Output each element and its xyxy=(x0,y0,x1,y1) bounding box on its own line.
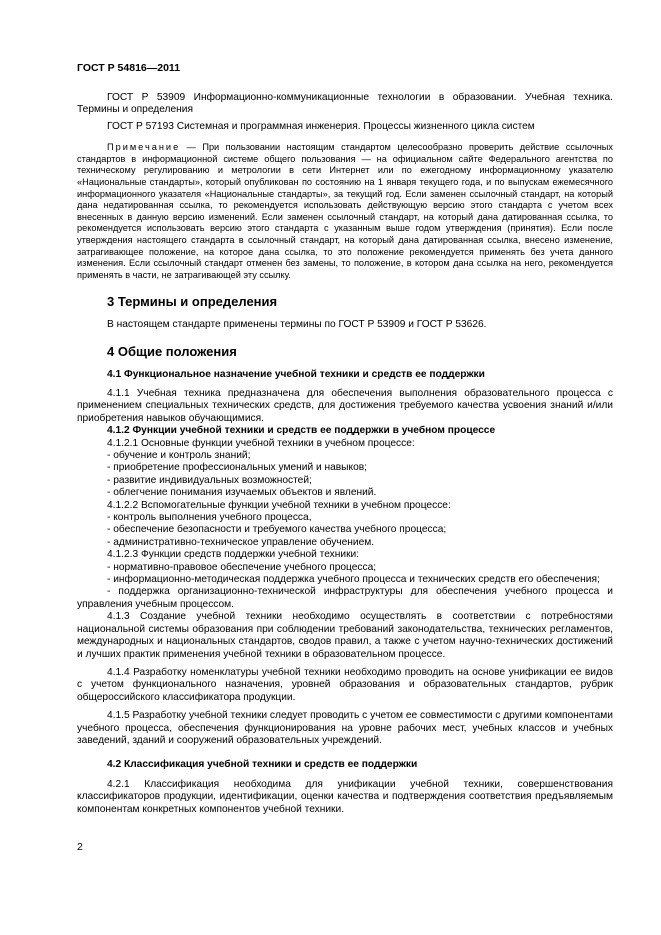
note xyxy=(77,142,613,281)
list-item: - приобретение профессиональных умений и навыков; xyxy=(107,462,367,474)
list-item: - обеспечение безопасности и требуемого качества учебного процесса; xyxy=(107,524,447,536)
paragraph: 4.1.4 Разработку номенклатуры учебной техники необходимо проводить на основе унификации ее видов с учетом функционального назначения, уровней образования и образовательных стандартов, рубрик общероссийского классификатора продукции. xyxy=(77,666,613,703)
note-text: — При пользовании настоящим стандартом целесообразно проверить действие ссылочных стандартов в информационной системе общего пользования — на официальном сайте Федерального агентства по техническому регулированию и метрологии в сети Интернет или по ежегодному информационному указателю «Национальные стандарты», который опубликован по состоянию на 1 января текущего года, и по выпускам ежемесячного информационного указателя «Национальные стандарты», за текущий год. Если заменен ссылочный стандарт, на который дана недатированная ссылка, то рекомендуется использовать действующую версию этого стандарта с учетом всех внесенных в данную версию изменений. Если заменен ссылочный стандарт, на который дана датированная ссылка, то рекомендуется использовать версию этого стандарта с указанным выше годом утверждения (принятия). Если после утверждения настоящего стандарта в ссылочный стандарт, на который дана датированная ссылка, внесено изменение, затрагивающее положение, на которое дана ссылка, то это положение рекомендуется применять без учета данного изменения. Если ссылочный стандарт отменен без замены, то положение, в котором дана ссылка на него, рекомендуется применять в части, не затрагивающей эту ссылку. xyxy=(77,142,613,280)
ref-item: ГОСТ Р 57193 Системная и программная инженерия. Процессы жизненного цикла систем xyxy=(107,120,535,132)
ref-item: ГОСТ Р 53909 Информационно-коммуникационные технологии в образовании. Учебная техника. Термины и определения xyxy=(77,92,613,116)
list-item: - нормативно-правовое обеспечение учебного процесса; xyxy=(107,561,377,573)
paragraph: 4.1.5 Разработку учебной техники следует проводить с учетом ее совместимости с другими компонентами учебного процесса, обеспечения функционирования на уровне рабочих мест, учебных классов и учебных заведений, зданий и сооружений образовательных учреждений. xyxy=(77,710,613,746)
list-item: - контроль выполнения учебного процесса, xyxy=(107,512,312,524)
list-item: - обучение и контроль знаний; xyxy=(107,450,251,461)
subsection-title: 4.1 Функциональное назначение учебной техники и средств ее поддержки xyxy=(107,368,485,380)
paragraph: 4.1.3 Создание учебной техники необходимо осуществлять в соответствии с потребностями национальной системы образования при соблюдении требований законодательства, технических регламентов, международных и национальных стандартов, сводов правил, а также с учетом научно-технических достижений и лучших практик применения учебной техники в образовательном процессе. xyxy=(77,611,613,660)
paragraph: 4.1.2.2 Вспомогательные функции учебной техники в учебном процессе: xyxy=(107,499,451,511)
paragraph: В настоящем стандарте применены термины по ГОСТ Р 53909 и ГОСТ Р 53626. xyxy=(107,318,487,330)
paragraph: 4.1.2.3 Функции средств поддержки учебной техники: xyxy=(107,549,360,561)
paragraph: 4.1.2.1 Основные функции учебной техники в учебном процессе: xyxy=(107,437,415,449)
subsection-title: 4.2 Классификация учебной техники и средств ее поддержки xyxy=(107,759,418,771)
list-item: - поддержка организационно-технической инфраструктуры для обеспечения учебного процесса и управления учебным процессом. xyxy=(77,586,613,610)
page-number: 2 xyxy=(77,841,83,853)
list-item: - административно-техническое управление обучением. xyxy=(107,536,375,548)
section-title: 4 Общие положения xyxy=(107,344,237,360)
section-title: 3 Термины и определения xyxy=(107,294,278,310)
list-item: - развитие индивидуальных возможностей; xyxy=(107,474,312,486)
page-content xyxy=(77,92,613,816)
note-label: Примечание xyxy=(107,142,181,153)
subsection-heading: 4.1.2 Функции учебной техники и средств ее поддержки в учебном процессе xyxy=(107,425,496,437)
paragraph: 4.2.1 Классификация необходима для унификации учебной техники, совершенствования классификаторов продукции, идентификации, оценки качества и подтверждения соответствия предъявляемым компонентам конкретных компонентов учебной техники. xyxy=(77,778,613,815)
list-item: - информационно-методическая поддержка учебного процесса и технических средств его обеспечения; xyxy=(107,574,600,586)
list-item: - облегчение понимания изучаемых объектов и явлений. xyxy=(107,487,377,499)
page-header: ГОСТ Р 54816—2011 xyxy=(77,62,181,74)
paragraph: 4.1.1 Учебная техника предназначена для обеспечения выполнения образовательного процесса с применением специальных технических средств, для достижения требуемого качества усвоения знаний и/или приобретения навыков обучающимися. xyxy=(77,387,613,424)
